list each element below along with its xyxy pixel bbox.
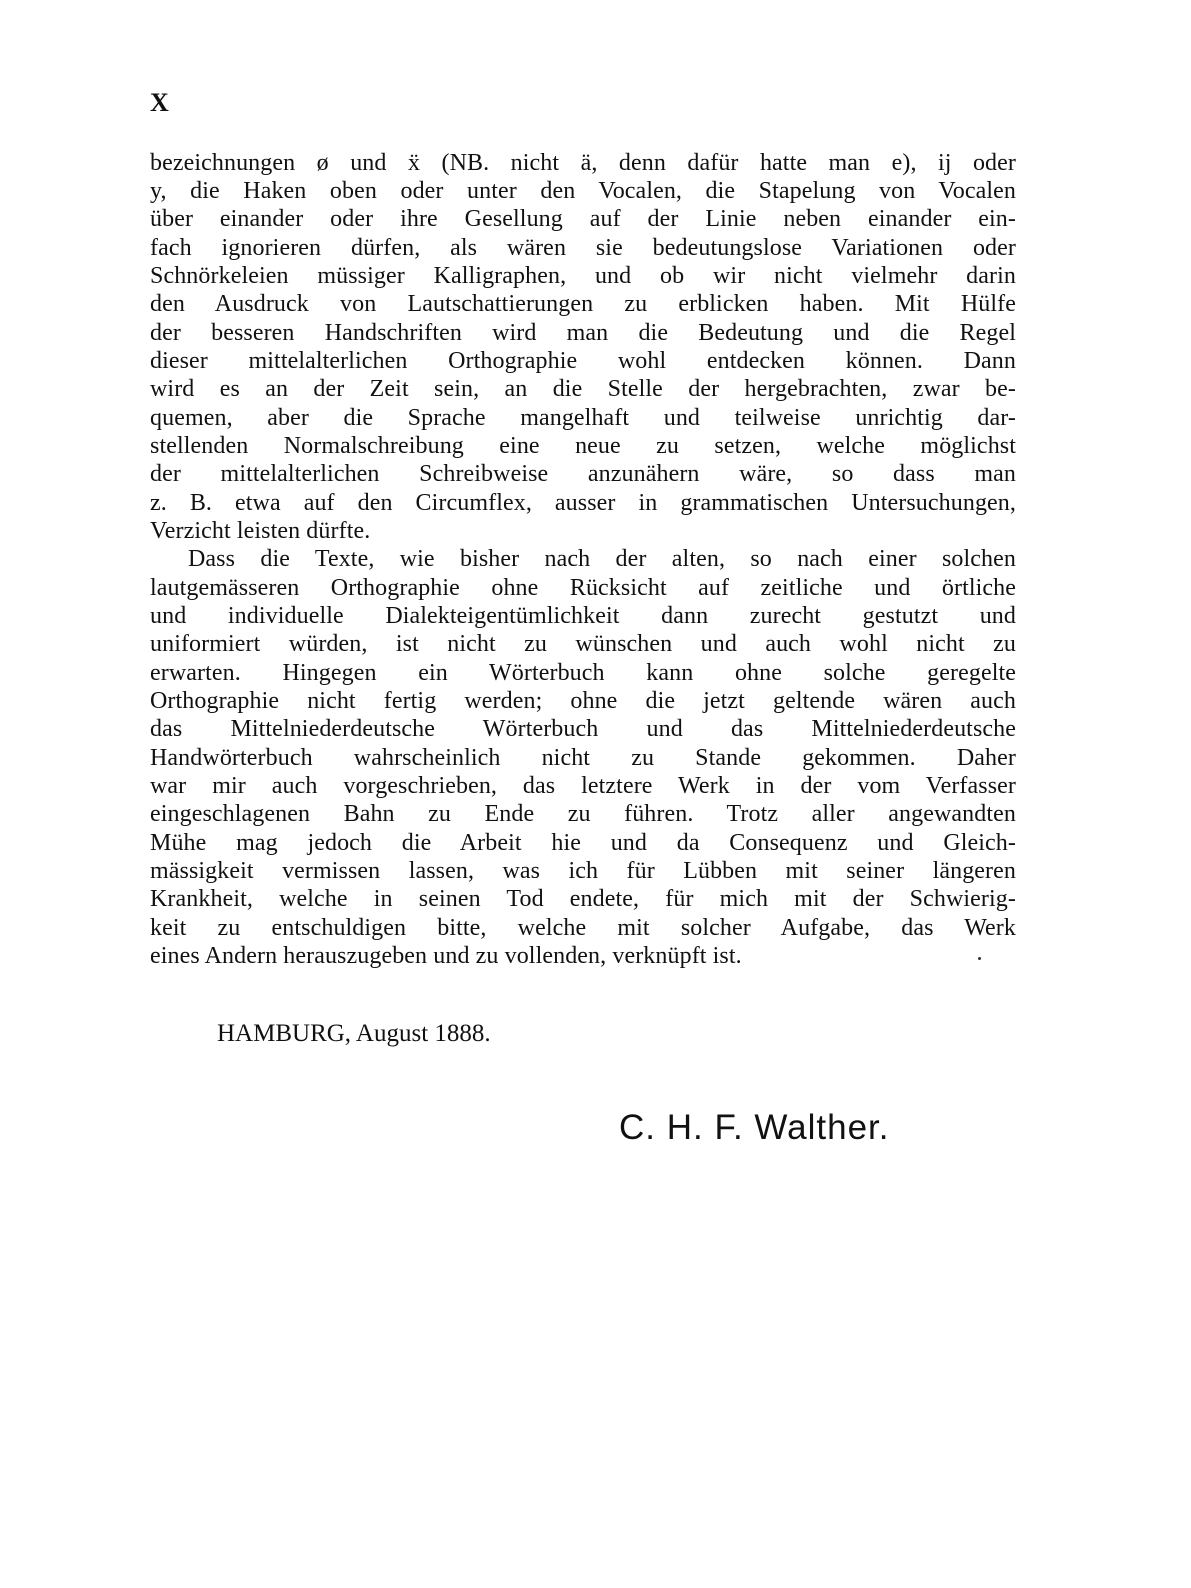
text-line: war mir auch vorgeschrieben, das letztere Werk in der vom Verfasser: [150, 773, 1016, 799]
text-line: das Mittelniederdeutsche Wörterbuch und das Mittelniederdeutsche: [150, 716, 1016, 742]
text-line: lautgemässeren Orthographie ohne Rücksicht auf zeitliche und örtliche: [150, 575, 1016, 601]
text-line: der besseren Handschriften wird man die Bedeutung und die Regel: [150, 320, 1016, 346]
place-date: HAMBURG, August 1888.: [217, 1020, 491, 1047]
text-line: Mühe mag jedoch die Arbeit hie und da Consequenz und Gleich-: [150, 830, 1016, 856]
text-line: eines Andern herauszugeben und zu vollenden, verknüpft ist.: [150, 943, 742, 969]
page-number: X: [150, 88, 169, 117]
text-line: Verzicht leisten dürfte.: [150, 518, 371, 544]
signature: C. H. F. Walther.: [619, 1108, 890, 1147]
text-line: stellenden Normalschreibung eine neue zu setzen, welche möglichst: [150, 433, 1016, 459]
text-line: den Ausdruck von Lautschattierungen zu erblicken haben. Mit Hülfe: [150, 291, 1016, 317]
text-line: keit zu entschuldigen bitte, welche mit solcher Aufgabe, das Werk: [150, 915, 1016, 941]
text-line: und individuelle Dialekteigentümlichkeit dann zurecht gestutzt und: [150, 603, 1016, 629]
text-line: Handwörterbuch wahrscheinlich nicht zu Stande gekommen. Daher: [150, 745, 1016, 771]
text-line: quemen, aber die Sprache mangelhaft und teilweise unrichtig dar-: [150, 405, 1016, 431]
text-line: z. B. etwa auf den Circumflex, ausser in grammatischen Untersuchungen,: [150, 490, 1016, 516]
text-line: wird es an der Zeit sein, an die Stelle der hergebrachten, zwar be-: [150, 376, 1016, 402]
text-line: eingeschlagenen Bahn zu Ende zu führen. Trotz aller angewandten: [150, 801, 1016, 827]
text-line: fach ignorieren dürfen, als wären sie bedeutungslose Variationen oder: [150, 235, 1016, 261]
text-line: mässigkeit vermissen lassen, was ich für Lübben mit seiner längeren: [150, 858, 1016, 884]
text-line: Krankheit, welche in seinen Tod endete, für mich mit der Schwierig-: [150, 886, 1016, 912]
text-line: bezeichnungen ø und ẍ (NB. nicht ä, denn dafür hatte man e), ij oder: [150, 150, 1016, 176]
text-line: erwarten. Hingegen ein Wörterbuch kann ohne solche geregelte: [150, 660, 1016, 686]
text-line: über einander oder ihre Gesellung auf der Linie neben einander ein-: [150, 206, 1016, 232]
text-line: dieser mittelalterlichen Orthographie wohl entdecken können. Dann: [150, 348, 1016, 374]
print-speck: [978, 957, 981, 960]
text-line: uniformiert würden, ist nicht zu wünschen und auch wohl nicht zu: [150, 631, 1016, 657]
text-line: der mittelalterlichen Schreibweise anzunähern wäre, so dass man: [150, 461, 1016, 487]
text-line: Dass die Texte, wie bisher nach der alten, so nach einer solchen: [188, 546, 1016, 572]
text-line: y, die Haken oben oder unter den Vocalen, die Stapelung von Vocalen: [150, 178, 1016, 204]
text-line: Orthographie nicht fertig werden; ohne die jetzt geltende wären auch: [150, 688, 1016, 714]
text-line: Schnörkeleien müssiger Kalligraphen, und ob wir nicht vielmehr darin: [150, 263, 1016, 289]
